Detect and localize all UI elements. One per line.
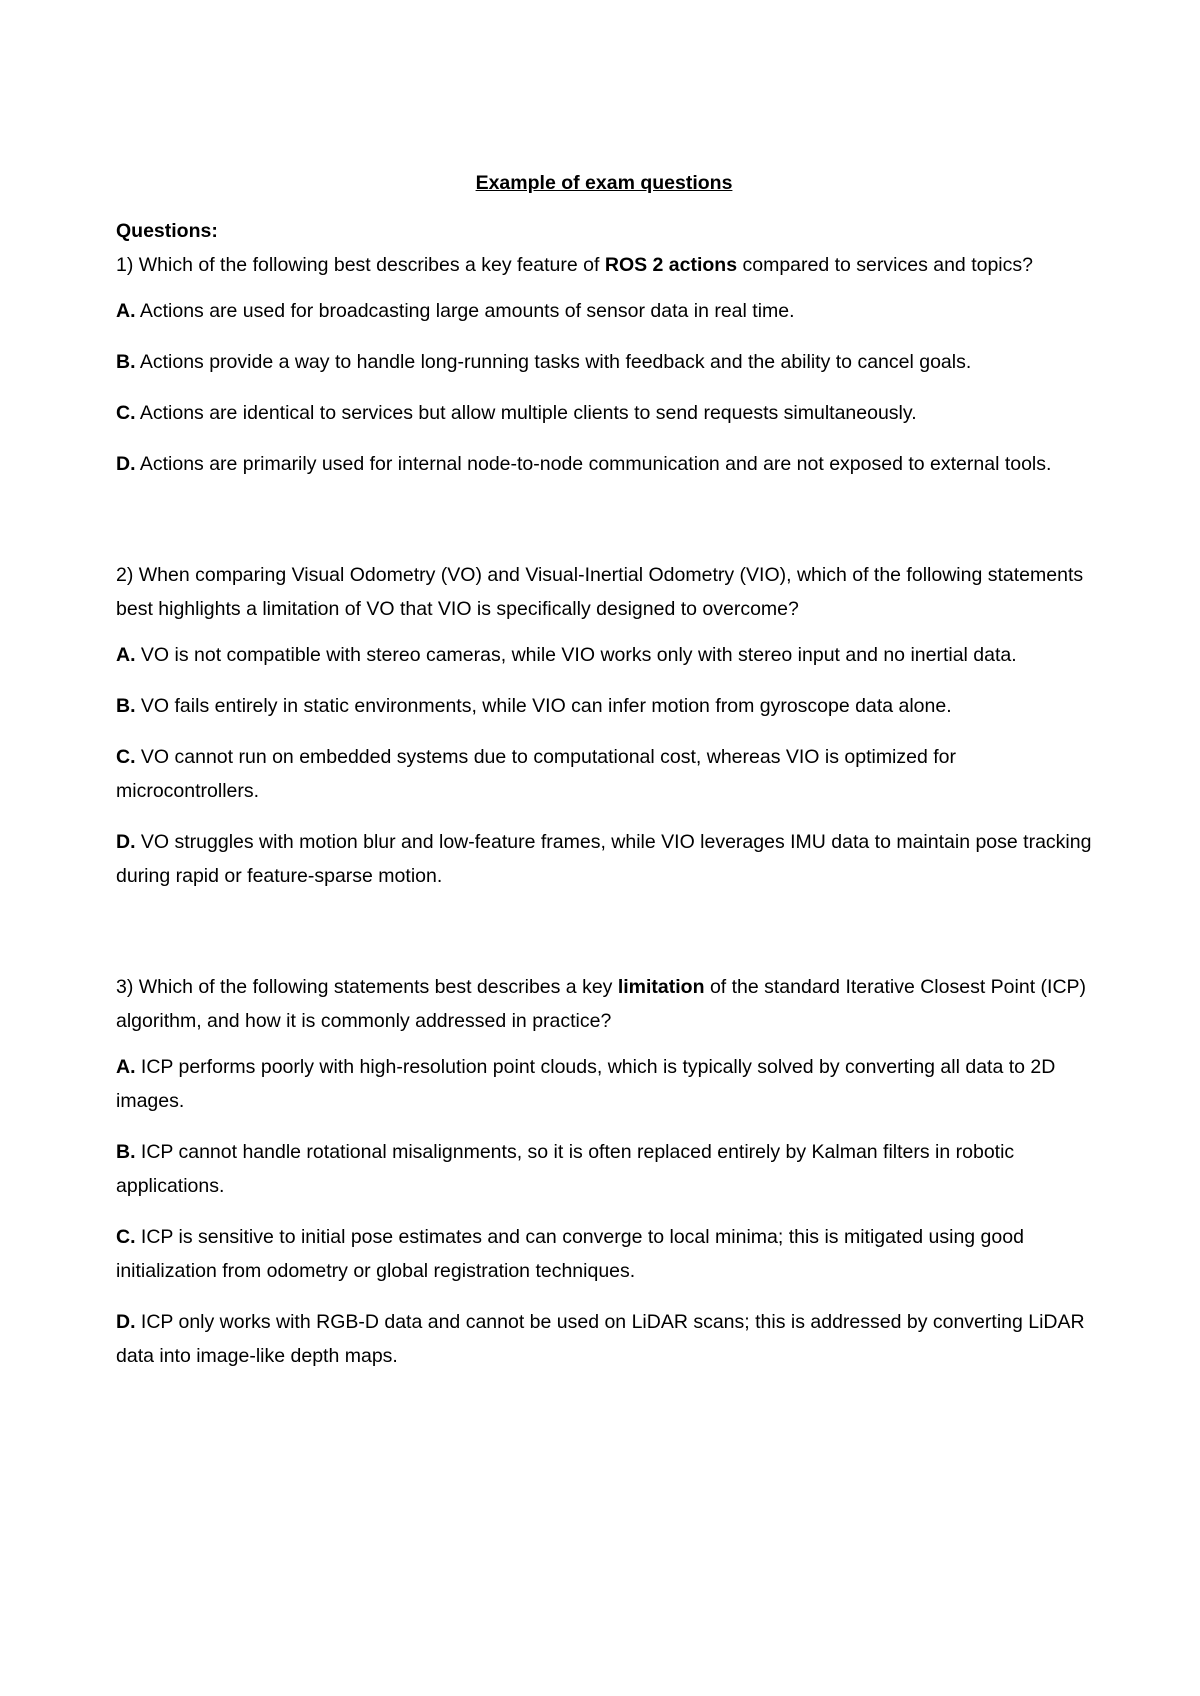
section-heading: Questions: xyxy=(116,220,218,242)
question-number: 2) xyxy=(116,564,134,586)
option-text: Actions are identical to services but allow multiple clients to send requests simultaneously. xyxy=(139,402,917,424)
option-letter: B. xyxy=(116,1141,136,1163)
question-number: 1) xyxy=(116,254,134,276)
question-1 xyxy=(116,248,1092,481)
option-text: ICP only works with RGB-D data and cannot be used on LiDAR scans; this is addressed by converting LiDAR data into image-like depth maps. xyxy=(116,1311,1085,1367)
option-letter: B. xyxy=(116,695,136,717)
stem-text: Which of the following best describes a key feature of xyxy=(138,254,600,276)
stem-text: compared to services and topics? xyxy=(742,254,1033,276)
option-text: VO is not compatible with stereo cameras, while VIO works only with stereo input and no inertial data. xyxy=(140,644,1017,666)
question-stem xyxy=(116,558,1092,626)
stem-emphasis: limitation xyxy=(617,976,705,998)
option-a xyxy=(116,1050,1092,1118)
option-d xyxy=(116,825,1092,893)
option-a xyxy=(116,638,1092,672)
option-text: ICP is sensitive to initial pose estimates and can converge to local minima; this is mitigated using good initialization from odometry or global registration techniques. xyxy=(116,1226,1024,1282)
stem-text: Which of the following statements best describes a key xyxy=(138,976,613,998)
option-text: VO cannot run on embedded systems due to computational cost, whereas VIO is optimized for microcontrollers. xyxy=(116,746,957,802)
option-letter: C. xyxy=(116,1226,136,1248)
option-letter: C. xyxy=(116,402,136,424)
question-spacer xyxy=(116,910,1092,970)
option-text: VO struggles with motion blur and low-feature frames, while VIO leverages IMU data to maintain pose tracking during rapid or feature-sparse motion. xyxy=(116,831,1092,887)
stem-emphasis: ROS 2 actions xyxy=(604,254,738,276)
question-3 xyxy=(116,970,1092,1373)
option-d xyxy=(116,1305,1092,1373)
option-text: ICP cannot handle rotational misalignments, so it is often replaced entirely by Kalman filters in robotic applications. xyxy=(116,1141,1015,1197)
option-b xyxy=(116,689,1092,723)
option-c xyxy=(116,396,1092,430)
option-c xyxy=(116,1220,1092,1288)
document-title: Example of exam questions xyxy=(475,172,733,194)
option-letter: C. xyxy=(116,746,136,768)
question-stem xyxy=(116,248,1092,282)
option-text: Actions are used for broadcasting large amounts of sensor data in real time. xyxy=(139,300,795,322)
option-letter: D. xyxy=(116,453,136,475)
option-letter: D. xyxy=(116,1311,136,1333)
document-page xyxy=(116,170,1092,1390)
option-text: ICP performs poorly with high-resolution point clouds, which is typically solved by converting all data to 2D images. xyxy=(116,1056,1056,1112)
question-stem xyxy=(116,970,1092,1038)
option-letter: D. xyxy=(116,831,136,853)
option-text: VO fails entirely in static environments, while VIO can infer motion from gyroscope data alone. xyxy=(140,695,952,717)
option-letter: A. xyxy=(116,644,136,666)
option-a xyxy=(116,294,1092,328)
option-letter: A. xyxy=(116,300,136,322)
option-b xyxy=(116,1135,1092,1203)
stem-text: When comparing Visual Odometry (VO) and Visual-Inertial Odometry (VIO), which of the following statements best highlights a limitation of VO that VIO is specifically designed to overcome? xyxy=(116,564,1084,620)
option-letter: A. xyxy=(116,1056,136,1078)
option-text: Actions are primarily used for internal node-to-node communication and are not exposed to external tools. xyxy=(139,453,1052,475)
question-spacer xyxy=(116,498,1092,558)
question-number: 3) xyxy=(116,976,134,998)
option-text: Actions provide a way to handle long-running tasks with feedback and the ability to cancel goals. xyxy=(139,351,972,373)
question-2 xyxy=(116,558,1092,893)
option-letter: B. xyxy=(116,351,136,373)
stem-text: of the standard Iterative Closest Point (ICP) algorithm, and how it is commonly addressed in practice? xyxy=(116,976,1087,1032)
option-d xyxy=(116,447,1092,481)
option-c xyxy=(116,740,1092,808)
option-b xyxy=(116,345,1092,379)
